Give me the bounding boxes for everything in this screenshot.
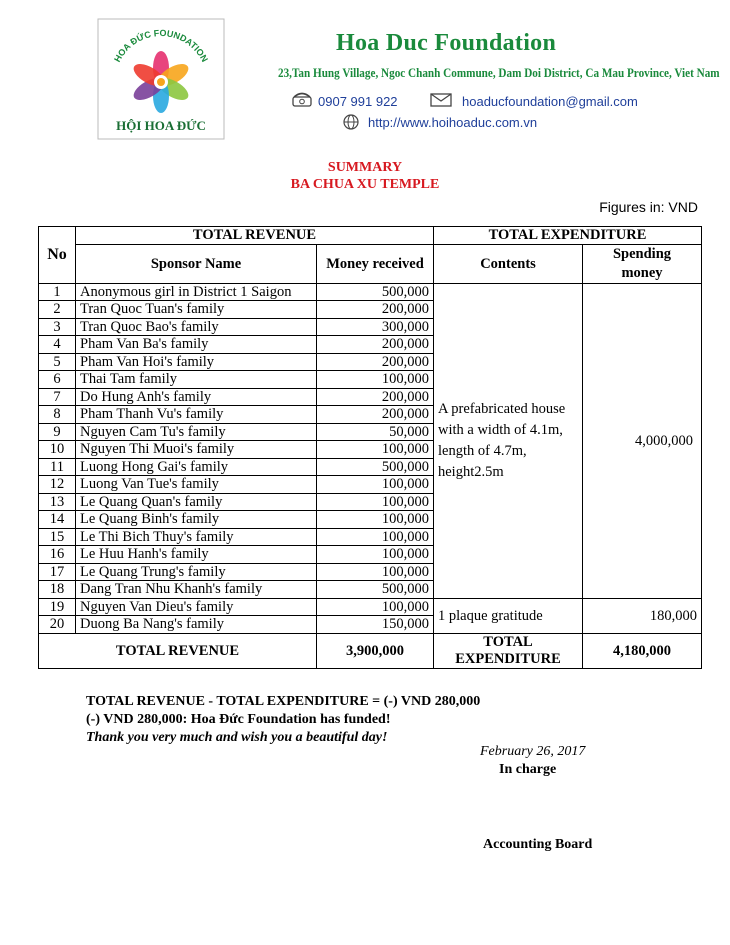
summary-subtitle: BA CHUA XU TEMPLE (290, 177, 440, 192)
email-link[interactable]: hoaducfoundation@gmail.com (462, 94, 638, 109)
spending-money-header: Spending money (583, 244, 702, 283)
money-received: 500,000 (317, 283, 434, 301)
money-received: 200,000 (317, 353, 434, 371)
expenditure-header: TOTAL EXPENDITURE (434, 227, 702, 245)
globe-icon (343, 114, 359, 130)
row-number: 1 (39, 283, 76, 301)
row-number: 2 (39, 301, 76, 319)
sponsor-name: Luong Van Tue's family (76, 476, 317, 494)
money-received: 100,000 (317, 441, 434, 459)
total-revenue-label: TOTAL REVENUE (39, 633, 317, 668)
table-row (39, 283, 702, 301)
row-number: 10 (39, 441, 76, 459)
money-received: 500,000 (317, 458, 434, 476)
expense-contents-house (434, 283, 583, 598)
expense-contents-line: A prefabricated house (438, 400, 566, 417)
svg-text:HOA ĐỨC FOUNDATION: HOA ĐỨC FOUNDATION (112, 27, 210, 64)
row-number: 6 (39, 371, 76, 389)
phone-number: 0907 991 922 (318, 94, 398, 109)
sponsor-name: Thai Tam family (76, 371, 317, 389)
sponsor-name: Nguyen Cam Tu's family (76, 423, 317, 441)
sponsor-name: Tran Quoc Tuan's family (76, 301, 317, 319)
row-number: 16 (39, 546, 76, 564)
total-expenditure-value: 4,180,000 (583, 633, 702, 668)
sponsor-name: Dang Tran Nhu Khanh's family (76, 581, 317, 599)
accounting-board-label: Accounting Board (483, 837, 593, 852)
website-link[interactable]: http://www.hoihoaduc.com.vn (368, 115, 538, 130)
row-number: 14 (39, 511, 76, 529)
sponsor-name-header: Sponsor Name (76, 244, 317, 283)
sponsor-name: Nguyen Van Dieu's family (76, 598, 317, 616)
row-number: 8 (39, 406, 76, 424)
row-number: 19 (39, 598, 76, 616)
sponsor-name: Le Quang Quan's family (76, 493, 317, 511)
expense-contents-line: length of 4.7m, (438, 442, 527, 459)
sponsor-name: Nguyen Thi Muoi's family (76, 441, 317, 459)
expense-contents-plaque: 1 plaque gratitude (434, 598, 583, 633)
expense-contents-line: with a width of 4.1m, (438, 421, 563, 438)
sponsor-name: Le Huu Hanh's family (76, 546, 317, 564)
total-revenue-value: 3,900,000 (317, 633, 434, 668)
row-number: 17 (39, 563, 76, 581)
sponsor-name: Le Thi Bich Thuy's family (76, 528, 317, 546)
sponsor-name: Pham Van Hoi's family (76, 353, 317, 371)
money-received: 100,000 (317, 511, 434, 529)
money-received: 100,000 (317, 598, 434, 616)
money-received: 200,000 (317, 301, 434, 319)
money-received: 300,000 (317, 318, 434, 336)
funding-note: (-) VND 280,000: Hoa Đức Foundation has funded! (86, 712, 391, 727)
svg-text:HỘI HOA ĐỨC: HỘI HOA ĐỨC (116, 118, 206, 133)
money-received: 200,000 (317, 406, 434, 424)
expense-contents-line: height2.5m (438, 463, 504, 480)
sponsor-name: Luong Hong Gai's family (76, 458, 317, 476)
total-expenditure-label: TOTAL EXPENDITURE (434, 633, 583, 668)
money-received: 150,000 (317, 616, 434, 634)
col-no-header: No (39, 227, 76, 284)
sponsor-name: Le Quang Binh's family (76, 511, 317, 529)
expense-amount-plaque: 180,000 (583, 598, 702, 633)
money-received: 100,000 (317, 546, 434, 564)
money-received: 200,000 (317, 388, 434, 406)
row-number: 5 (39, 353, 76, 371)
row-number: 11 (39, 458, 76, 476)
money-received: 500,000 (317, 581, 434, 599)
money-received: 200,000 (317, 336, 434, 354)
money-received: 100,000 (317, 563, 434, 581)
sponsor-name: Duong Ba Nang's family (76, 616, 317, 634)
money-received: 100,000 (317, 528, 434, 546)
money-received: 100,000 (317, 476, 434, 494)
sponsor-name: Anonymous girl in District 1 Saigon (76, 283, 317, 301)
in-charge-label: In charge (499, 762, 557, 777)
sponsor-name: Pham Van Ba's family (76, 336, 317, 354)
row-number: 18 (39, 581, 76, 599)
row-number: 9 (39, 423, 76, 441)
row-number: 7 (39, 388, 76, 406)
row-number: 20 (39, 616, 76, 634)
money-received-header: Money received (317, 244, 434, 283)
money-received: 100,000 (317, 371, 434, 389)
balance-note: TOTAL REVENUE - TOTAL EXPENDITURE = (-) VND 280,000 (86, 694, 481, 709)
money-received: 100,000 (317, 493, 434, 511)
expense-amount-house: 4,000,000 (583, 283, 702, 598)
sponsor-name: Le Quang Trung's family (76, 563, 317, 581)
table-row (39, 598, 702, 616)
envelope-icon (430, 93, 452, 107)
summary-title: SUMMARY (327, 160, 403, 175)
sponsor-name: Pham Thanh Vu's family (76, 406, 317, 424)
foundation-logo (97, 18, 225, 140)
report-date: February 26, 2017 (480, 744, 586, 759)
thank-you-note: Thank you very much and wish you a beautiful day! (86, 730, 388, 745)
sponsor-name: Do Hung Anh's family (76, 388, 317, 406)
phone-icon (292, 92, 312, 107)
organization-address: 23,Tan Hung Village, Ngoc Chanh Commune, Dam Doi District, Ca Mau Province, Viet Nam (278, 65, 720, 80)
sponsor-name: Tran Quoc Bao's family (76, 318, 317, 336)
organization-name: Hoa Duc Foundation (336, 30, 557, 56)
row-number: 12 (39, 476, 76, 494)
row-number: 15 (39, 528, 76, 546)
currency-note: Figures in: VND (599, 199, 698, 215)
revenue-header: TOTAL REVENUE (76, 227, 434, 245)
row-number: 4 (39, 336, 76, 354)
money-received: 50,000 (317, 423, 434, 441)
row-number: 3 (39, 318, 76, 336)
row-number: 13 (39, 493, 76, 511)
contents-header: Contents (434, 244, 583, 283)
summary-table (38, 226, 702, 669)
